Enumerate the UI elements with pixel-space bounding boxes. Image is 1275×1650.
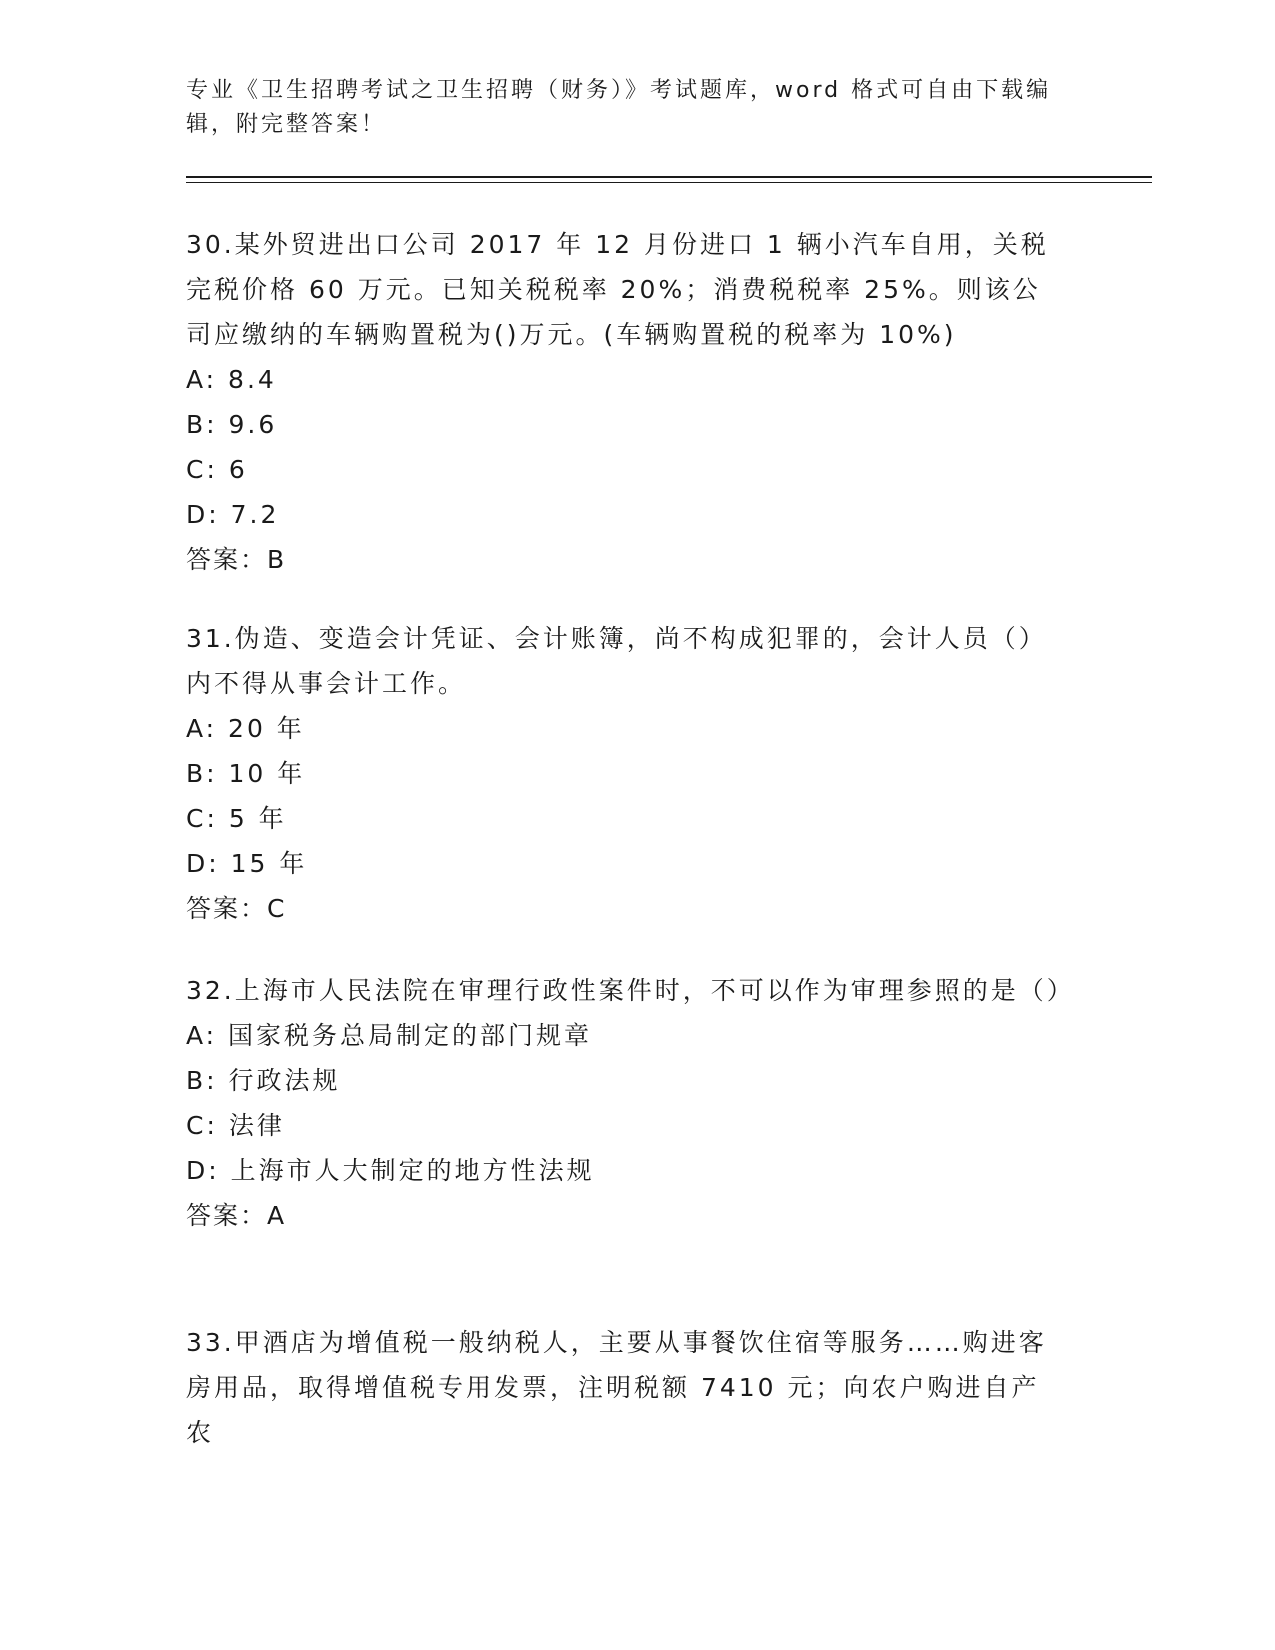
option-a: A: 国家税务总局制定的部门规章 [186,1021,593,1050]
header-divider [186,176,1152,178]
option-d: D: 7.2 [186,500,280,529]
header-note: 专业《卫生招聘考试之卫生招聘（财务）》考试题库，word 格式可自由下载编辑，附完整答案！ [186,78,1052,137]
option-d: D: 15 年 [186,849,308,878]
option-c: C: 法律 [186,1111,285,1140]
option-b: B: 行政法规 [186,1066,341,1095]
question-stem: 32.上海市人民法院在审理行政性案件时，不可以作为审理参照的是（） [186,976,1075,1005]
option-c: C: 6 [186,455,248,484]
option-b: B: 10 年 [186,759,306,788]
question-30 [186,222,1066,582]
answer: 答案：C [186,894,287,923]
question-stem: 30.某外贸进出口公司 2017 年 12 月份进口 1 辆小汽车自用，关税完税价格 60 万元。已知关税税率 20%；消费税税率 25%。则该公司应缴纳的车辆购置税为()万元。(车辆购置税的税率为 10%) [186,230,1049,349]
question-32 [186,968,1075,1238]
option-b: B: 9.6 [186,410,278,439]
answer: 答案：A [186,1201,287,1230]
question-33 [186,1320,1066,1455]
option-a: A: 8.4 [186,365,277,394]
option-a: A: 20 年 [186,714,305,743]
option-c: C: 5 年 [186,804,287,833]
question-stem: 31.伪造、变造会计凭证、会计账簿，尚不构成犯罪的，会计人员（）内不得从事会计工作。 [186,624,1047,698]
question-stem: 33.甲酒店为增值税一般纳税人，主要从事餐饮住宿等服务……购进客房用品，取得增值税专用发票，注明税额 7410 元；向农户购进自产农 [186,1328,1047,1447]
option-d: D: 上海市人大制定的地方性法规 [186,1156,595,1185]
header-divider-thin [186,182,1152,183]
question-31 [186,616,1066,931]
answer: 答案：B [186,545,287,574]
